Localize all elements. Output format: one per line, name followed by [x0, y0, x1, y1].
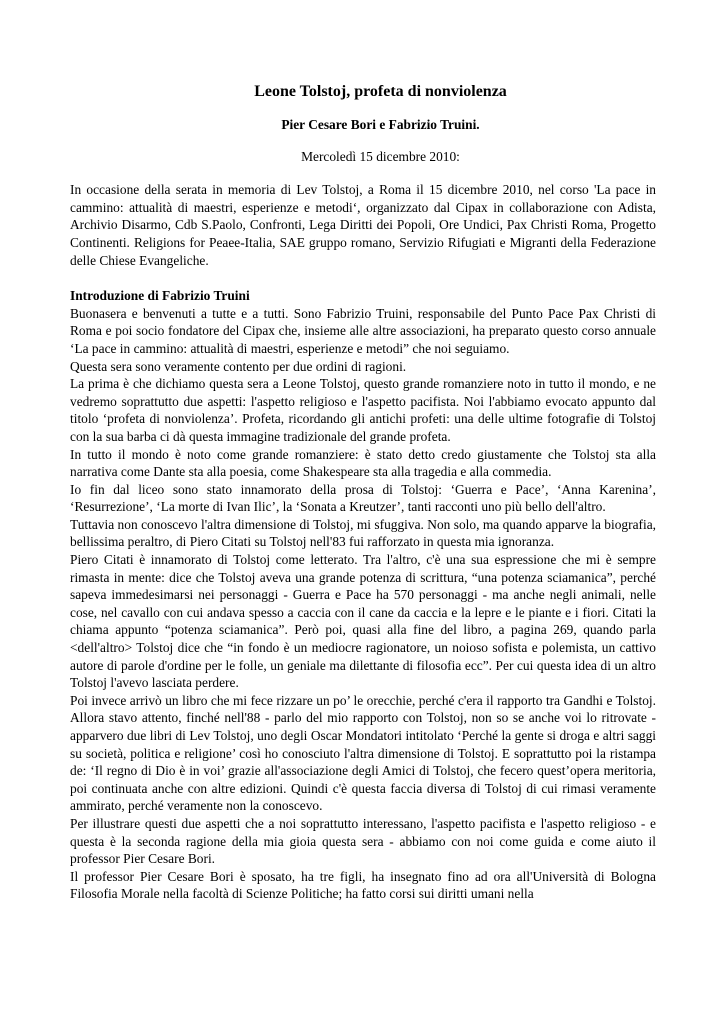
document-date: Mercoledì 15 dicembre 2010: — [301, 148, 460, 164]
body-paragraph: Per illustrare questi due aspetti che a noi soprattutto interessano, l'aspetto pacifista e l'aspetto religioso - e questa è la seconda ragione della mia gioia questa sera - abbiamo con noi come guida e come aiuto il professor Pier Cesare Bori. — [70, 815, 656, 867]
body-paragraph: Piero Citati è innamorato di Tolstoj come letterato. Tra l'altro, c'è una sua espressione che mi è sempre rimasta in mente: dice che Tolstoj aveva una grande potenza di scrittura, “una potenza sciamanica”, perché sapeva immedesimarsi nei personaggi - Guerra e Pace ha 570 personaggi - ma anche negli animali, nelle cose, nel cavallo con cui andava spesso a caccia con il cane da caccia e la lepre e le piante e i fiori. Citati la chiama appunto “potenza sciamanica”. Però poi, quasi alla fine del libro, a pagina 269, quando parla <dell'altro> Tolstoj dice che “in fondo è un mediocre ragionatore, un noioso sofista e polemista, un cattivo autore di parole d'ordine per le folle, un geniale ma dilettante di filosofia ecc”. Per cui questa idea di un altro Tolstoj l'avevo lasciata perdere. — [70, 552, 656, 691]
document-title: Leone Tolstoj, profeta di nonviolenza — [254, 83, 507, 100]
body-paragraph: Il professor Pier Cesare Bori è sposato, ha tre figli, ha insegnato fino ad ora all'Università di Bologna Filosofia Morale nella facoltà di Scienze Politiche; ha fatto corsi sui diritti umani nella — [70, 868, 656, 902]
document-authors: Pier Cesare Bori e Fabrizio Truini. — [281, 117, 480, 132]
body-paragraph: In tutto il mondo è noto come grande romanziere: è stato detto credo giustamente che Tolstoj sta alla narrativa come Dante sta alla poesia, come Shakespeare sta alla tragedia e alla commedia. — [70, 446, 656, 480]
intro-paragraph: In occasione della serata in memoria di Lev Tolstoj, a Roma il 15 dicembre 2010, nel corso 'La pace in cammino: attualità di maestri, esperienze e metodi‘, organizzato dal Cipax in collaborazione con Adista, Archivio Disarmo, Cdb S.Paolo, Confronti, Lega Diritti dei Popoli, Ore Undici, Pax Christi Roma, Progetto Continenti. Religions for Peaee-Italia, SAE gruppo romano, Servizio Rifugiati e Migranti della Federazione delle Chiese Evangeliche. — [70, 182, 656, 268]
section-heading: Introduzione di Fabrizio Truini — [70, 288, 250, 304]
body-paragraph: Buonasera e benvenuti a tutte e a tutti. Sono Fabrizio Truini, responsabile del Punto Pace Pax Christi di Roma e poi socio fondatore del Cipax che, insieme alle altre associazioni, ha preparato questo corso annuale ‘La pace in cammino: attualità di maestri, esperienze e metodi” che noi seguiamo. — [70, 305, 656, 356]
body-paragraph: Poi invece arrivò un libro che mi fece rizzare un po’ le orecchie, perché c'era il rapporto tra Gandhi e Tolstoj. Allora stavo attento, finché nell'88 - parlo del mio rapporto con Tolstoj, non so se anche voi lo ritrovate - apparvero due libri di Lev Tolstoj, uno degli Oscar Mondatori intitolato ‘Perché la gente si droga e altri saggi su società, politica e religione’ così ho conosciuto l'altra dimensione di Tolstoj. E soprattutto poi la ristampa de: ‘Il regno di Dio è in voi’ grazie all'associazione degli Amici di Tolstoj, che fecero quest’opera meritoria, poi continuata anche con altre edizioni. Quindi c'è questa faccia diversa di Tolstoj di cui rimasi veramente ammirato, perché veramente non la conoscevo. — [70, 692, 656, 814]
body-paragraph: Tuttavia non conoscevo l'altra dimensione di Tolstoj, mi sfuggiva. Non solo, ma quando apparve la biografia, bellissima peraltro, di Piero Citati su Tolstoj nell'83 fui rafforzato in questa mia ignoranza. — [70, 516, 656, 550]
body-paragraph: La prima è che dichiamo questa sera a Leone Tolstoj, questo grande romanziere noto in tutto il mondo, e ne vedremo soprattutto due aspetti: l'aspetto religioso e l'aspetto pacifista. Noi l'abbiamo evocato appunto dal titolo ‘profeta di nonviolenza’. Profeta, ricordando gli antichi profeti: una delle ultime fotografie di Tolstoj con la sua barba ci dà questa immagine tradizionale del grande profeta. — [70, 376, 656, 444]
body-paragraph: Io fin dal liceo sono stato innamorato della prosa di Tolstoj: ‘Guerra e Pace’, ‘Anna Karenina’, ‘Resurrezione’, ‘La morte di Ivan Ilic’, la ‘Sonata a Kreutzer’, tanti racconti uno più bello dell'altro. — [70, 481, 656, 515]
body-paragraph: Questa sera sono veramente contento per due ordini di ragioni. — [70, 358, 407, 374]
document-page — [70, 82, 656, 903]
